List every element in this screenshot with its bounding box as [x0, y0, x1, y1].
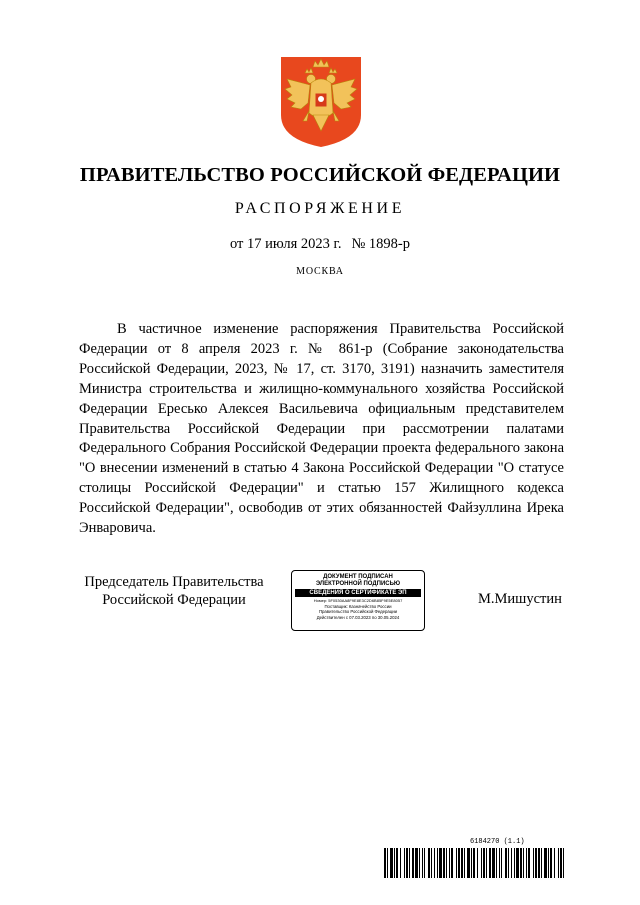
government-title: ПРАВИТЕЛЬСТВО РОССИЙСКОЙ ФЕДЕРАЦИИ: [79, 164, 561, 186]
barcode-bar: [412, 848, 414, 878]
barcode-bar: [514, 848, 515, 878]
barcode-bar: [501, 848, 502, 878]
document-date: от 17 июля 2023 г.: [229, 236, 342, 252]
esig-issuer2: Правительство Российской Федерации: [318, 609, 398, 615]
barcode-bar: [523, 848, 524, 878]
barcode-bar: [544, 848, 547, 878]
barcode-bar: [554, 848, 555, 878]
barcode-bar: [422, 848, 423, 878]
barcode-bar: [516, 848, 519, 878]
esig-certificate-bar: СВЕДЕНИЯ О СЕРТИФИКАТЕ ЭП: [295, 589, 421, 597]
barcode-bar: [400, 848, 401, 878]
electronic-signature-stamp: [291, 570, 425, 631]
signer-title-line1: Председатель Правительства: [84, 574, 264, 590]
barcode-bar: [533, 848, 534, 878]
esig-serial: Номер: 5F0530AA8F9E8E3C2D6B85F9E5E8057: [313, 598, 403, 603]
barcode-bar: [451, 848, 453, 878]
barcode-bar: [505, 848, 507, 878]
barcode-bar: [477, 848, 478, 878]
esig-issuer1: Поставщик: Казначейство России: [324, 603, 392, 609]
barcode-bar: [419, 848, 420, 878]
esig-line1: ДОКУМЕНТ ПОДПИСАН: [323, 574, 393, 580]
barcode-bar: [526, 848, 527, 878]
russian-coat-of-arms-icon: [279, 55, 363, 149]
document-type: РАСПОРЯЖЕНИЕ: [234, 200, 406, 217]
barcode-bar: [489, 848, 491, 878]
barcode-bar: [446, 848, 447, 878]
barcode-bar: [461, 848, 463, 878]
esig-validity: Действителен с 07.03.2023 по 30.05.2024: [316, 614, 400, 620]
barcode-bar: [458, 848, 460, 878]
barcode-bar: [499, 848, 500, 878]
barcode-bar: [434, 848, 435, 878]
document-number: № 1898-р: [351, 236, 410, 252]
barcode-bar: [471, 848, 472, 878]
barcode-bar: [486, 848, 487, 878]
document-code: 6184270 (1.1): [470, 838, 525, 846]
signer-name: М.Мишустин: [478, 591, 562, 607]
barcode-bar: [528, 848, 530, 878]
barcode-bar: [406, 848, 408, 878]
barcode-bar: [449, 848, 450, 878]
barcode-bar: [390, 848, 393, 878]
barcode-bar: [437, 848, 438, 878]
barcode-bar: [563, 848, 564, 878]
barcode-bar: [404, 848, 405, 878]
barcode-bar: [538, 848, 540, 878]
barcode-bar: [508, 848, 509, 878]
barcode-bar: [492, 848, 495, 878]
barcode-bar: [520, 848, 522, 878]
barcode-bar: [558, 848, 559, 878]
barcode-bar: [467, 848, 470, 878]
barcode-bar: [481, 848, 482, 878]
barcode-bar: [424, 848, 425, 878]
order-text: В частичное изменение распоряжения Правительства Российской Федерации от 8 апреля 2023 г. № 861-р (Собрание законодательства Российской Федерации, 2023, № 17, ст. 3170, 3191) назначить заместителя Министра строительства и жилищно-коммунального хозяйства Российской Федерации Ересько Алексея Васильевича официальным представителем Правительства Российской Федерации при рассмотрении палатами Федерального Собрания Российской Федерации проекта федерального закона "О внесении изменений в статью 4 Закона Российской Федерации "О статусе столицы Российской Федерации" и статью 157 Жилищного кодекса Российской Федерации", освободив от этих обязанностей Файзуллина Ирека Энваровича.: [79, 321, 564, 537]
barcode-bar: [560, 848, 562, 878]
barcode-bar: [396, 848, 398, 878]
esig-line2: ЭЛЕКТРОННОЙ ПОДПИСЬЮ: [315, 581, 401, 587]
document-date-line: [0, 236, 640, 253]
barcode-bar: [409, 848, 410, 878]
barcode-bar: [548, 848, 549, 878]
barcode-bar: [535, 848, 537, 878]
barcode-bar: [384, 848, 386, 878]
barcode-bar: [387, 848, 388, 878]
signer-title: [79, 573, 269, 609]
barcode-bar: [496, 848, 497, 878]
barcode-bar: [550, 848, 552, 878]
barcode-bar: [415, 848, 418, 878]
barcode-bar: [439, 848, 442, 878]
barcode-bar: [443, 848, 445, 878]
barcode-bar: [511, 848, 512, 878]
barcode-bar: [394, 848, 395, 878]
barcode-icon: [384, 848, 564, 878]
barcode-bar: [428, 848, 430, 878]
barcode-bar: [541, 848, 542, 878]
barcode-bar: [456, 848, 457, 878]
barcode-bar: [464, 848, 465, 878]
barcode-bar: [473, 848, 475, 878]
signer-title-line2: Российской Федерации: [102, 592, 246, 608]
document-city: МОСКВА: [296, 266, 344, 277]
barcode-bar: [431, 848, 432, 878]
barcode-bar: [483, 848, 485, 878]
